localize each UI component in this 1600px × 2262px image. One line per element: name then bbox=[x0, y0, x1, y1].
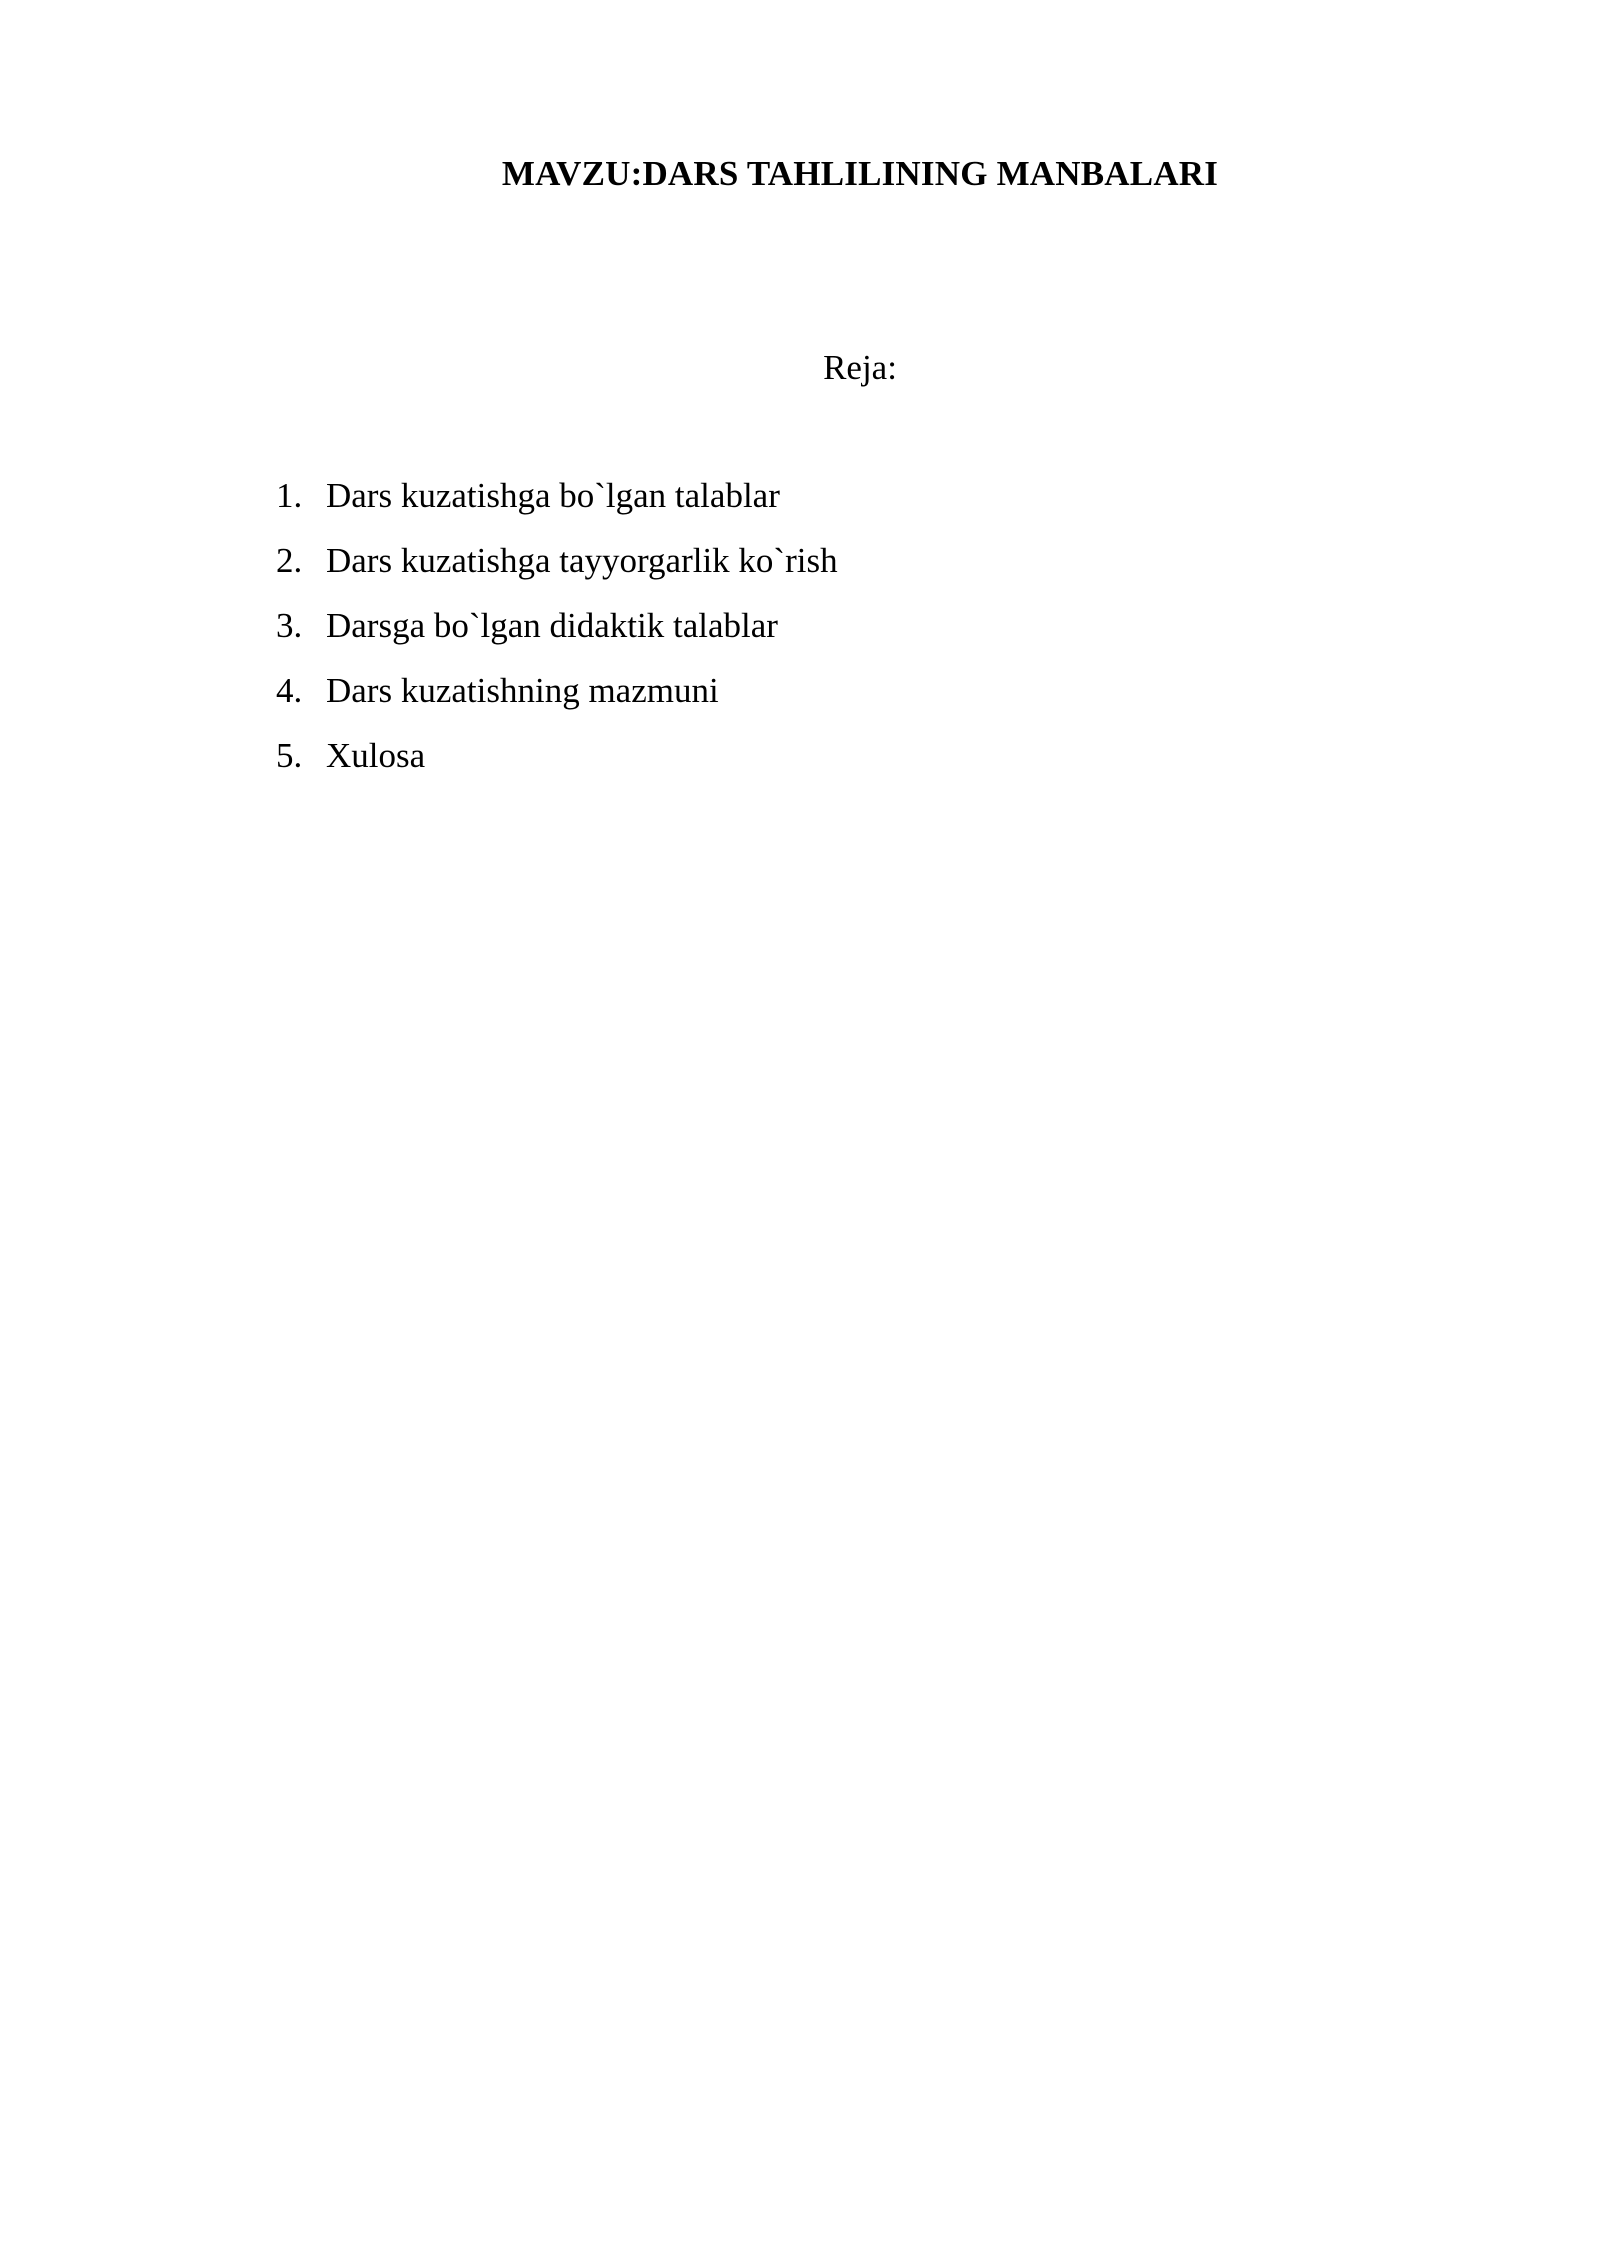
plan-item-text: Dars kuzatishga bo`lgan talablar bbox=[326, 476, 780, 515]
plan-list bbox=[276, 474, 838, 799]
plan-item-number: 5. bbox=[276, 736, 303, 775]
plan-heading: Reja: bbox=[823, 348, 897, 387]
plan-item-number: 2. bbox=[276, 541, 303, 580]
plan-item-3 bbox=[276, 604, 838, 669]
plan-item-text: Dars kuzatishga tayyorgarlik ko`rish bbox=[326, 541, 838, 580]
document-title: MAVZU:DARS TAHLILINING MANBALARI bbox=[501, 154, 1219, 193]
plan-item-5 bbox=[276, 734, 838, 799]
plan-item-number: 1. bbox=[276, 476, 303, 515]
plan-item-text: Dars kuzatishning mazmuni bbox=[326, 671, 719, 710]
plan-item-1 bbox=[276, 474, 838, 539]
plan-item-4 bbox=[276, 669, 838, 734]
plan-item-2 bbox=[276, 539, 838, 604]
plan-item-number: 3. bbox=[276, 606, 303, 645]
plan-item-number: 4. bbox=[276, 671, 303, 710]
plan-item-text: Darsga bo`lgan didaktik talablar bbox=[326, 606, 778, 645]
plan-item-text: Xulosa bbox=[326, 736, 426, 775]
